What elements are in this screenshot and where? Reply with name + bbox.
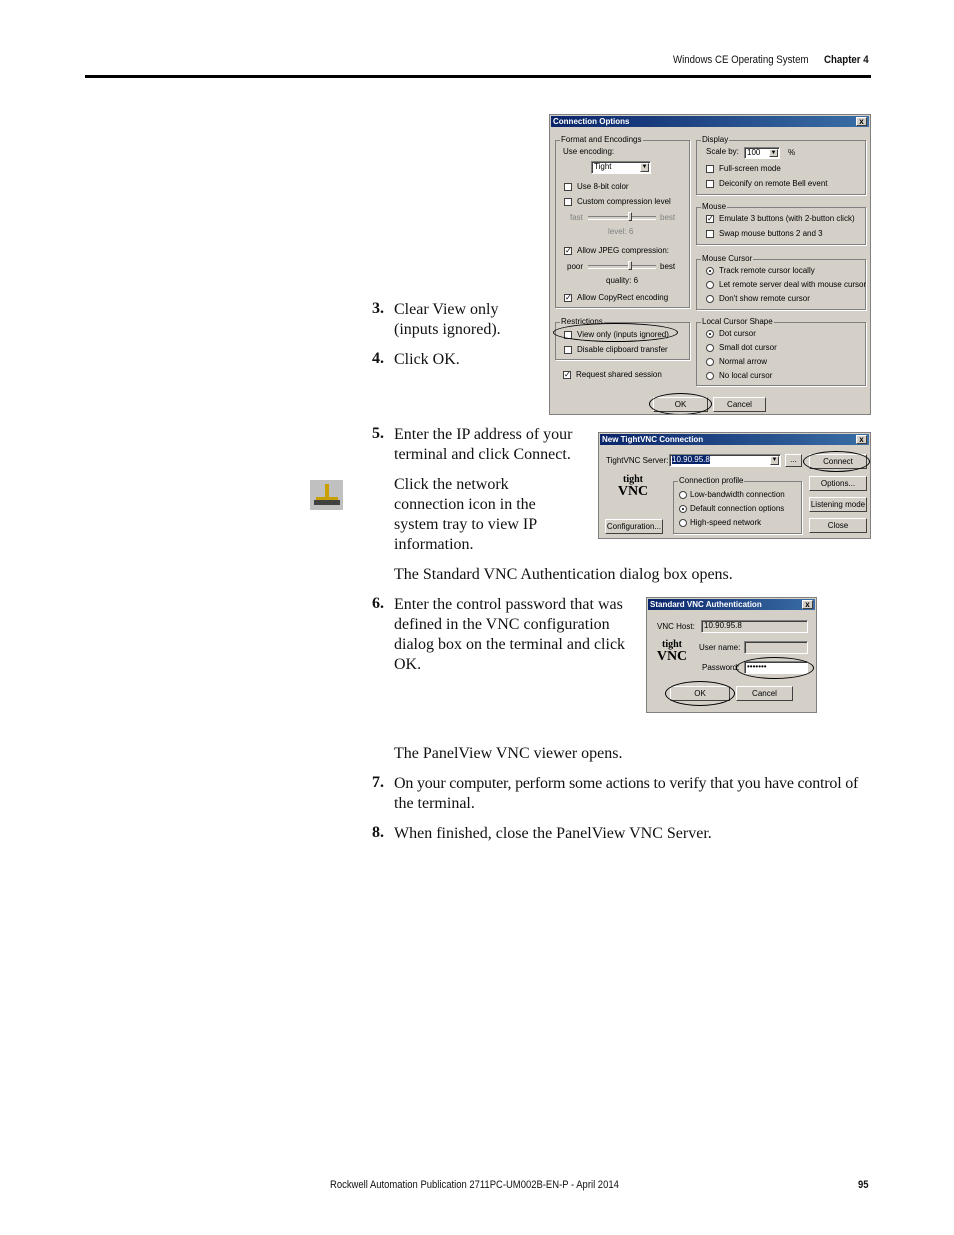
chevron-down-icon: ▼ <box>771 457 778 463</box>
close-icon[interactable]: x <box>856 435 867 444</box>
no-local-cursor-radio[interactable] <box>706 372 714 380</box>
default-options-radio[interactable] <box>679 505 687 513</box>
username-input[interactable] <box>744 641 808 654</box>
deiconify-checkbox[interactable] <box>706 180 714 188</box>
step-6-text: Enter the control password that was defined in the VNC configuration dialog box on the terminal and click OK. <box>394 596 626 673</box>
configuration-button[interactable]: Configuration... <box>605 519 663 534</box>
close-icon[interactable]: x <box>856 117 867 126</box>
compression-slider[interactable] <box>588 212 656 222</box>
small-dot-cursor-radio[interactable] <box>706 344 714 352</box>
chevron-down-icon: ▼ <box>770 150 777 156</box>
step-3-text: Clear View only (inputs ignored). <box>394 301 501 338</box>
new-connection-dialog: New TightVNC Connection x TightVNC Server: 10.90.95.8 ▼ ... Connect tight VNC Connection profile Low-bandwidth connection Default connection options High-speed network Configuration... Options... Listening mode Close <box>598 432 871 539</box>
local-cursor-group: Local Cursor Shape Dot cursor Small dot cursor Normal arrow No local cursor <box>696 322 866 386</box>
use-8bit-checkbox[interactable] <box>564 183 572 191</box>
jpeg-quality-slider[interactable] <box>588 261 656 271</box>
high-speed-radio[interactable] <box>679 519 687 527</box>
browse-button[interactable]: ... <box>785 454 802 467</box>
view-only-highlight <box>553 323 678 342</box>
ok-highlight <box>665 681 735 706</box>
custom-compression-checkbox[interactable] <box>564 198 572 206</box>
normal-arrow-radio[interactable] <box>706 358 714 366</box>
vnc-host-field: 10.90.95.8 <box>701 620 808 633</box>
cancel-button[interactable]: Cancel <box>736 686 793 701</box>
vnc-auth-titlebar: Standard VNC Authentication x <box>648 599 815 610</box>
restrictions-group: Restrictions View only (inputs ignored) Disable clipboard transfer <box>555 322 690 360</box>
cancel-button[interactable]: Cancel <box>713 397 766 412</box>
mouse-cursor-group: Mouse Cursor Track remote cursor locally Let remote server deal with mouse cursor Don't show remote cursor <box>696 259 866 310</box>
ok-highlight <box>649 393 712 415</box>
format-encodings-group: Format and Encodings Use encoding: Tight ▼ Use 8-bit color Custom compression level fast best level: 6 ✓ Allow JPEG compression: poor best quality: 6 ✓ Allow CopyRect encoding <box>555 140 690 308</box>
auth-note: The Standard VNC Authentication dialog box opens. <box>394 566 733 583</box>
step-4-number: 4. <box>372 350 384 367</box>
page-number: 95 <box>858 1179 869 1191</box>
connection-options-titlebar: Connection Options x <box>551 116 869 127</box>
connection-options-dialog: Connection Options x Format and Encodings Use encoding: Tight ▼ Use 8-bit color Custom compression level fast best level: 6 ✓ Allow JPEG compression: poor best quality: 6 ✓ Allow CopyRect encoding Display Scale by: 100 ▼ % Full-screen mode Deiconify on remote Bell event Mouse ✓ Emulate 3 buttons (with 2-button click) Swap mouse buttons 2 and 3 Mouse Cursor Track remote cursor locally Let remote server deal with mouse cursor Don't show remote cursor Restrictions View only (inputs ignored) Disable clipboard transfer Local Cursor Shape Dot cursor Small dot cursor Normal arrow No local cursor ✓ Request shared session OK Cancel <box>549 114 871 415</box>
step-8-number: 8. <box>372 824 384 841</box>
encoding-select[interactable]: Tight ▼ <box>591 161 651 174</box>
ok-button[interactable]: OK <box>653 397 708 412</box>
step-8-text: When finished, close the PanelView VNC Server. <box>394 825 712 842</box>
allow-copyrect-checkbox[interactable]: ✓ <box>565 293 572 302</box>
chevron-down-icon: ▼ <box>641 164 648 170</box>
step-5-number: 5. <box>372 425 384 442</box>
low-bandwidth-radio[interactable] <box>679 491 687 499</box>
header-section: Windows CE Operating System <box>673 54 809 66</box>
step-7-text: On your computer, perform some actions to verify that you have control of the terminal. <box>394 775 859 812</box>
disable-clipboard-checkbox[interactable] <box>564 346 572 354</box>
step-4-text: Click OK. <box>394 351 460 368</box>
fullscreen-checkbox[interactable] <box>706 165 714 173</box>
display-group: Display Scale by: 100 ▼ % Full-screen mode Deiconify on remote Bell event <box>696 140 866 195</box>
step-5-text: Enter the IP address of your terminal and click Connect. <box>394 426 573 463</box>
let-server-cursor-radio[interactable] <box>706 281 714 289</box>
ok-button[interactable]: OK <box>670 686 730 701</box>
dot-cursor-radio[interactable] <box>706 330 714 338</box>
password-highlight <box>736 657 814 679</box>
options-button[interactable]: Options... <box>809 476 867 491</box>
header-rule <box>85 75 871 78</box>
shared-session-checkbox[interactable]: ✓ <box>564 370 571 379</box>
close-button[interactable]: Close <box>809 518 867 533</box>
network-connection-icon <box>310 480 343 510</box>
step-3-number: 3. <box>372 300 384 317</box>
new-connection-titlebar: New TightVNC Connection x <box>600 434 869 445</box>
step-7-number: 7. <box>372 774 384 791</box>
password-input[interactable]: ••••••• <box>744 661 808 674</box>
step-6-number: 6. <box>372 595 384 612</box>
footer-publication: Rockwell Automation Publication 2711PC-UM002B-EN-P - April 2014 <box>330 1179 619 1191</box>
emulate-3-buttons-checkbox[interactable]: ✓ <box>707 214 714 223</box>
close-icon[interactable]: x <box>802 600 813 609</box>
scale-select[interactable]: 100 ▼ <box>744 147 780 159</box>
connect-button[interactable]: Connect <box>809 454 867 469</box>
vnc-auth-dialog: Standard VNC Authentication x VNC Host: 10.90.95.8 tight VNC User name: Password: ••••••• OK Cancel <box>646 597 817 713</box>
header-chapter: Chapter 4 <box>824 54 869 66</box>
connect-highlight <box>803 451 870 472</box>
tip-text: Click the network connection icon in the system tray to view IP information. <box>394 476 538 553</box>
mouse-group: Mouse ✓ Emulate 3 buttons (with 2-button click) Swap mouse buttons 2 and 3 <box>696 207 866 245</box>
viewer-note: The PanelView VNC viewer opens. <box>394 745 623 762</box>
swap-buttons-checkbox[interactable] <box>706 230 714 238</box>
dont-show-cursor-radio[interactable] <box>706 295 714 303</box>
allow-jpeg-checkbox[interactable]: ✓ <box>565 246 572 255</box>
tightvnc-logo: tight VNC <box>617 474 649 499</box>
tightvnc-logo: tight VNC <box>656 639 688 664</box>
server-input[interactable]: 10.90.95.8 ▼ <box>669 454 781 467</box>
connection-profile-group: Connection profile Low-bandwidth connection Default connection options High-speed network <box>673 481 802 534</box>
listening-mode-button[interactable]: Listening mode <box>809 497 867 512</box>
track-cursor-radio[interactable] <box>706 267 714 275</box>
